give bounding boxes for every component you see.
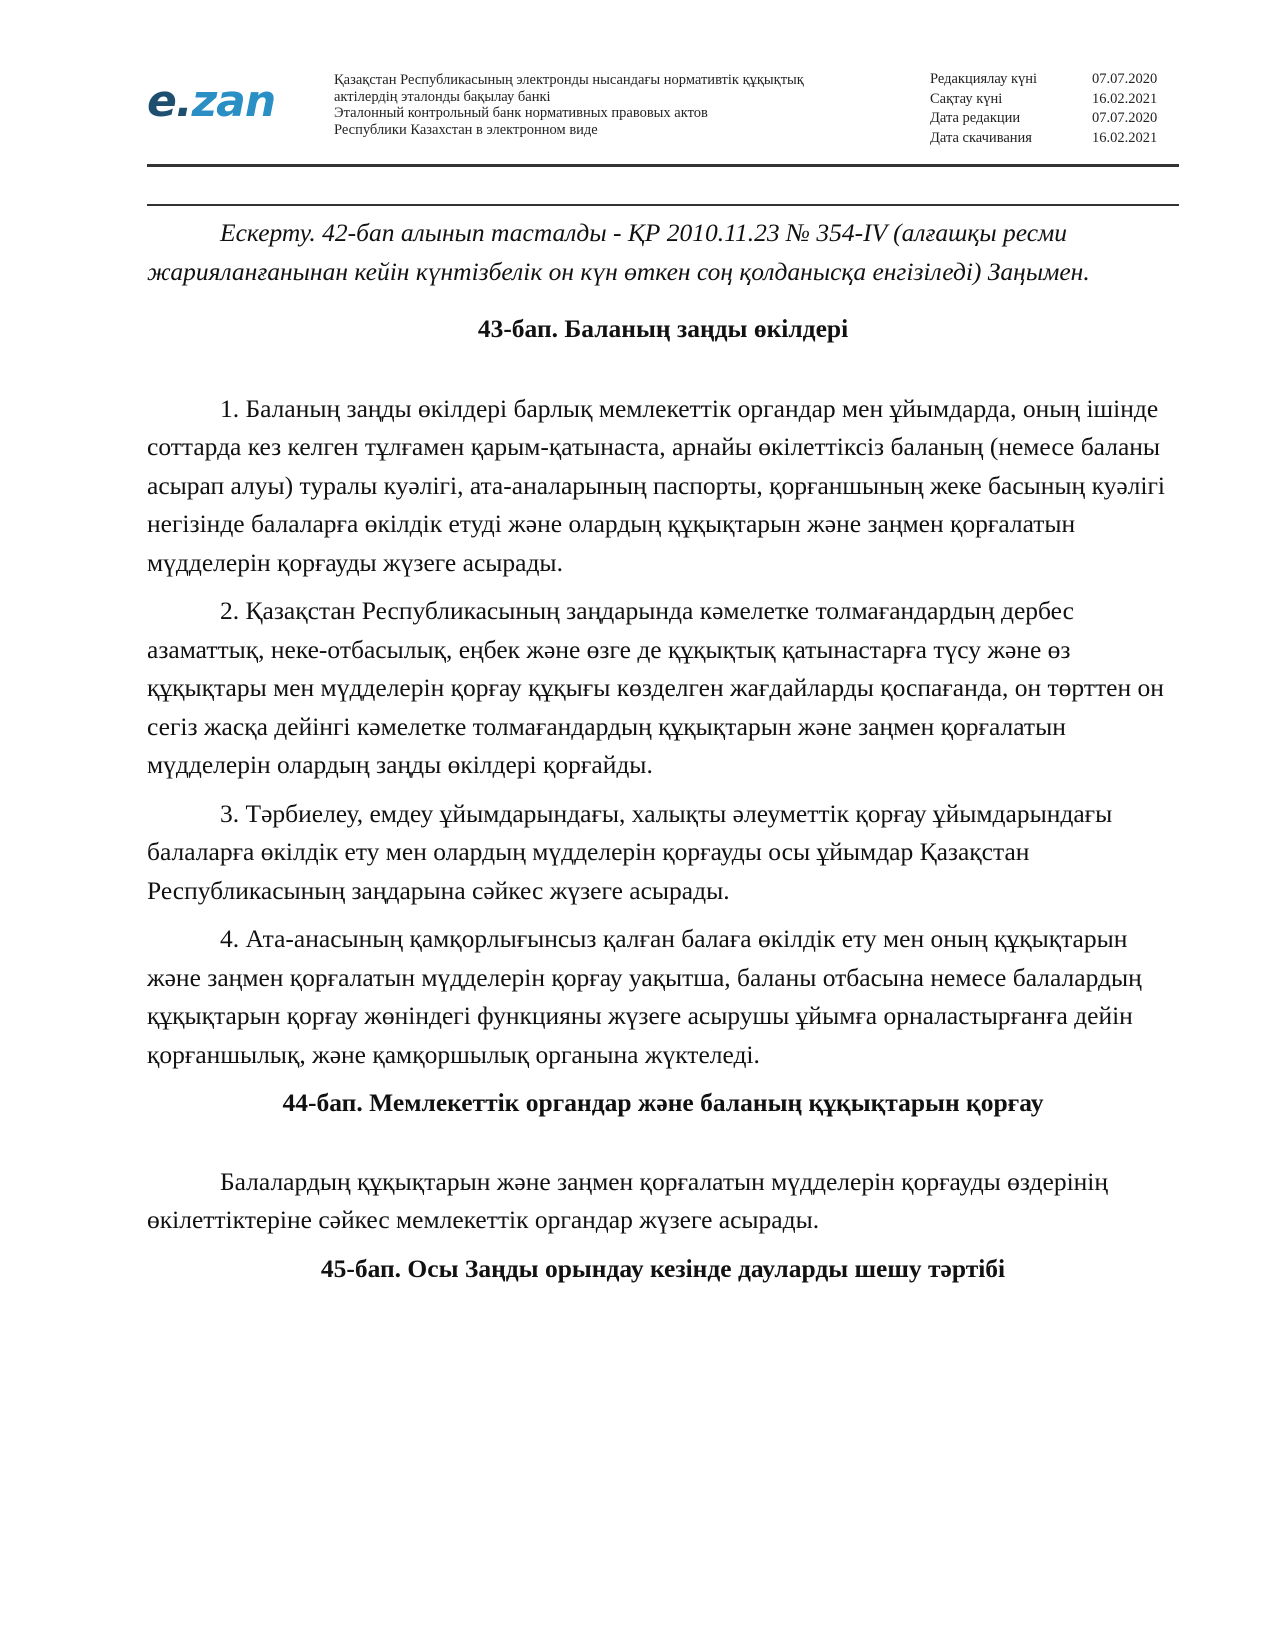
meta-label: Дата редакции	[930, 110, 1021, 126]
meta-value: 16.02.2021	[1092, 90, 1158, 107]
header-desc-line: актілердің эталонды бақылау банкі	[334, 88, 551, 105]
meta-row-edit-date-kz	[930, 70, 1172, 90]
meta-value: 16.02.2021	[1092, 129, 1158, 146]
header-desc-line: Эталонный контрольный банк нормативных правовых актов	[334, 105, 708, 121]
header-description	[334, 72, 894, 138]
document-body	[147, 214, 1179, 1288]
meta-label: Дата скачивания	[930, 129, 1032, 146]
meta-row-edit-date-ru	[930, 109, 1172, 129]
article-43-paragraph-3: 3. Тәрбиелеу, емдеу ұйымдарындағы, халықты әлеуметтік қорғау ұйымдарындағы балаларға өкілдік ету мен олардың мүдделерін қорғауды осы ұйымдар Қазақстан Республикасының заңдарына сәйкес жүзеге асырады.	[147, 798, 1113, 905]
meta-label: Сақтау күні	[930, 90, 1003, 107]
meta-row-save-date-kz	[930, 90, 1172, 110]
editorial-note: Ескерту. 42-бап алынып тасталды - ҚР 2010.11.23 № 354-IV (алғашқы ресми жарияланғанынан кейін күнтізбелік он күн өткен соң қолданысқа енгізіледі) Заңымен.	[147, 218, 1090, 286]
header-desc-line: Республики Казахстан в электронном виде	[334, 121, 598, 138]
header-divider	[147, 164, 1179, 167]
article-43-paragraph-1: 1. Баланың заңды өкілдері барлық мемлекеттік органдар мен ұйымдарда, оның ішінде соттарда кез келген тұлғамен қарым-қатынаста, арнайы өкілеттіксіз баланың (немесе баланы асырап алуы) туралы куәлігі, ата-аналарының паспорты, қорғаншының жеке басының куәлігі негізінде балаларға өкілдік етуді және олардың құқықтарын және заңмен қорғалатын мүдделерін қорғауды жүзеге асырады.	[147, 393, 1166, 577]
page-header	[147, 66, 1179, 166]
header-desc-line: Қазақстан Республикасының электронды нысандағы нормативтік құқықтық	[334, 72, 804, 88]
ezan-logo[interactable]	[147, 76, 276, 127]
article-44-title: 44-бап. Мемлекеттік органдар және баланың құқықтарын қорғау	[282, 1088, 1044, 1117]
article-43-paragraph-4: 4. Ата-анасының қамқорлығынсыз қалған балаға өкілдік ету мен оның құқықтарын және заңмен қорғалатын мүдделерін қорғау уақытша, баланы отбасына немесе балалардың құқықтарын қорғау жөніндегі функцияны жүзеге асырушы ұйымға орналастырғанға дейін қорғаншылық, және қамқоршылық органына жүктеледі.	[147, 924, 1142, 1069]
header-meta	[930, 70, 1172, 148]
article-43-title: 43-бап. Баланың заңды өкілдері	[477, 314, 849, 343]
content-divider	[147, 204, 1179, 206]
logo-part-zan: zan	[191, 76, 276, 127]
meta-value: 07.07.2020	[1092, 71, 1158, 87]
meta-label: Редакциялау күні	[930, 71, 1038, 87]
meta-value: 07.07.2020	[1092, 110, 1158, 126]
article-44-paragraph-1: Балалардың құқықтарын және заңмен қорғалатын мүдделерін қорғауды өздерінің өкілеттіктеріне сәйкес мемлекеттік органдар жүзеге асырады.	[147, 1166, 1109, 1234]
article-43-paragraph-2: 2. Қазақстан Республикасының заңдарында кәмелетке толмағандардың дербес азаматтық, неке-отбасылық, еңбек және өзге де құқықтық қатынастарға түсу және өз құқықтары мен мүдделерін қорғау құқығы көзделген жағдайларды қоспағанда, он төрттен он сегіз жасқа дейінгі кәмелетке толмағандардың құқықтарын және заңмен қорғалатын мүдделерін олардың заңды өкілдері қорғайды.	[147, 596, 1164, 779]
logo-part-e: e.	[147, 76, 192, 127]
article-45-title: 45-бап. Осы Заңды орындау кезінде дауларды шешу тәртібі	[320, 1253, 1006, 1283]
meta-row-download-date-ru	[930, 129, 1172, 149]
